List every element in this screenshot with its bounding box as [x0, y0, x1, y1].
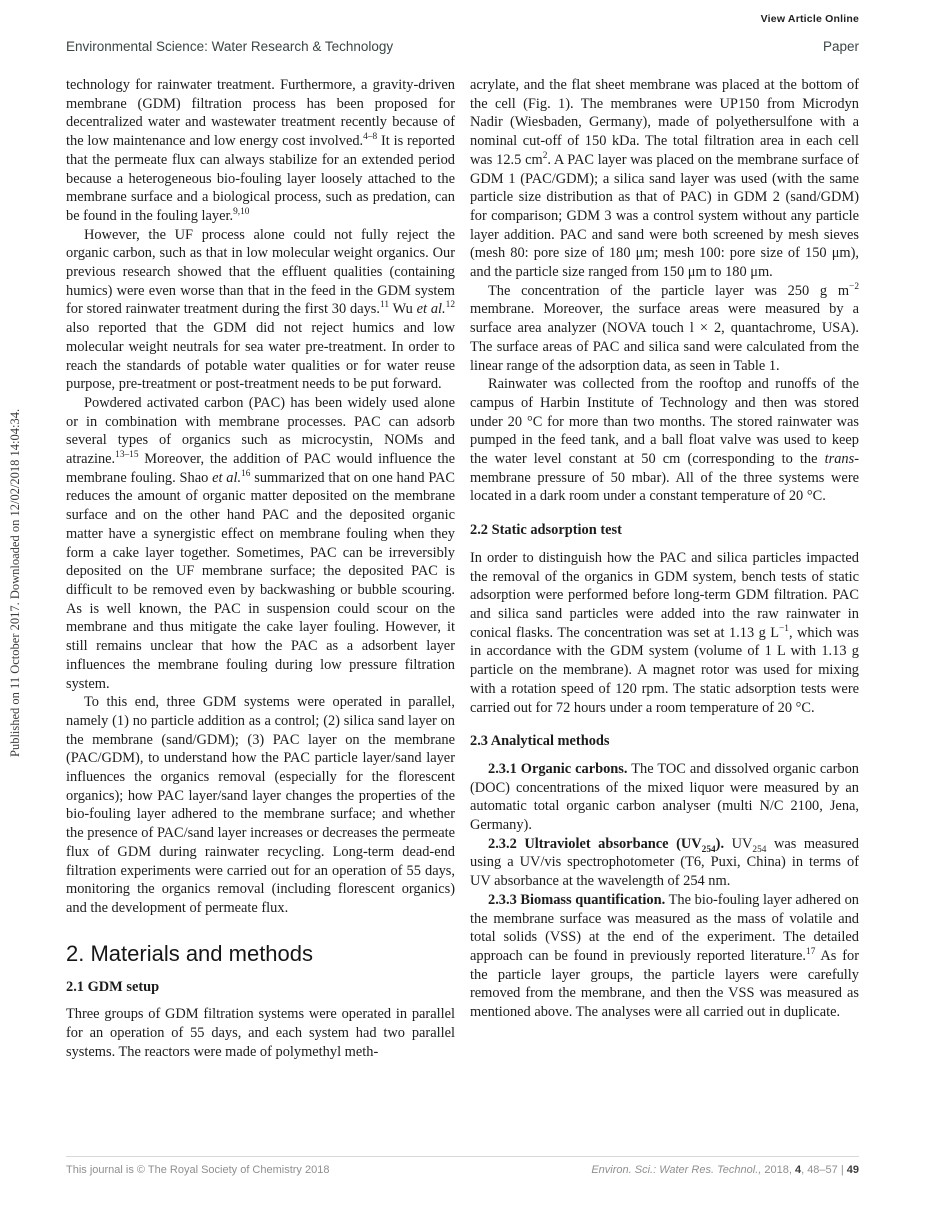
- publication-timestamp-note: Published on 11 October 2017. Downloaded on 12/02/2018 14:04:34.: [8, 408, 22, 757]
- copyright-notice: This journal is © The Royal Society of Chemistry 2018: [66, 1164, 330, 1176]
- body-paragraph: 2.3.2 Ultraviolet absorbance $(UV_{254})$. $UV_{254}$ was measured using a UV/vis spectrophotometer (T6, Puxi, China) in terms of UV absorbance at the wavelength of 254 nm.: [470, 835, 859, 890]
- journal-name: Environmental Science: Water Research & Technology: [66, 39, 394, 54]
- body-paragraph: To this end, three GDM systems were operated in parallel, namely (1) no particle addition as a control; (2) silica sand layer on the membrane (sand/GDM); (3) PAC layer on the membrane (PAC/GDM), to understand how the PAC particle layer/sand layer influences the organics removal (especially for the florescent organics); how PAC layer/sand layer changes the properties of the bio-fouling layer adhered to the membrane surface; and whether the presence of PAC/sand layer increases or decreases the permeate flux of GDM during rainwater recycling. Long-term dead-end filtration experiments were carried out for an operation of 55 days, monitoring the organics removal (including florescent organics) and the development of permeate flux.: [66, 694, 455, 916]
- body-paragraph: acrylate, and the flat sheet membrane was placed at the bottom of the cell (Fig. 1). The membranes were UP150 from Microdyn Nadir (Wiesbaden, Germany), made of polyethersulfone with a nominal cut-off of 150 kDa. The total filtration area in each cell was 12.5 $cm^2$. A PAC layer was placed on the membrane surface of GDM 1 (PAC/GDM); a silica sand layer was used (with the same particle size distribution as that of PAC) in GDM 2 (sand/GDM) for comparison; GDM 3 was a control system without any particle layer addition. PAC and sand were both screened by mesh sieves (mesh 80: pore size of 180 μm; mesh 100: pore size of 150 μm), and the particle size ranged from 150 μm to 180 μm.: [470, 77, 859, 281]
- body-paragraph: However, the UF process alone could not fully reject the organic carbon, such as that in low molecular weight organics. Our previous research showed that the effluent qualities (containing humics) were even worse than that in the feed in the GDM system for stored rainwater treatment during the first 30 days.$^{11}$ Wu et al.$^{12}$ also reported that the GDM did not reject humics and low molecular weight neutrals for sea water pre-treatment. In order to reach the standards of potable water qualities or for water reuse purpose, pre-treatment or post-treatment needs to be put forward.: [66, 226, 455, 393]
- body-paragraph: Rainwater was collected from the rooftop and runoffs of the campus of Harbin Institute of Technology and then was stored under 20 °C for more than two months. The stored rainwater was pumped in the feed tank, and a ball float valve was used to keep the water level constant at 50 cm (corresponding to the trans-membrane pressure of 50 mbar). All of the three systems were located in a dark room under a constant temperature of 20 °C.: [470, 376, 859, 505]
- subsection-heading-gdm-setup: 2.1 GDM setup: [66, 978, 160, 995]
- subsection-heading-static-adsorption: 2.2 Static adsorption test: [470, 522, 622, 539]
- subsection-heading-analytical-methods: 2.3 Analytical methods: [470, 733, 610, 750]
- citation-page-number: Environ. Sci.: Water Res. Technol., 2018, 4, 48–57 | 49: [591, 1164, 859, 1176]
- body-paragraph: Three groups of GDM filtration systems were operated in parallel for an operation of 55 days, and each system had two parallel systems. The reactors were made of polymethyl meth-: [66, 1006, 455, 1060]
- section-heading-materials-methods: 2. Materials and methods: [66, 940, 314, 966]
- footer-divider: [66, 1156, 859, 1157]
- view-article-online-link[interactable]: View Article Online: [760, 13, 859, 25]
- body-paragraph: 2.3.1 Organic carbons. The TOC and dissolved organic carbon (DOC) concentrations of the mixed liquor were measured by an automatic total organic carbon analyser (multi N/C 2100, Jena, Germany).: [470, 760, 859, 834]
- body-paragraph: Powdered activated carbon (PAC) has been widely used alone or in combination with membrane processes. PAC can adsorb several types of organics such as microcystin, NOMs and atrazine.$^{13-15}$ Moreover, the addition of PAC would influence the membrane fouling. Shao et al.$^{16}$ summarized that on one hand PAC reduces the amount of organic matter deposited on the membrane surface and on the other hand PAC and the deposited organic matter have a synergistic effect on membrane fouling when they form a cake layer together. Sometimes, PAC can be irreversibly deposited on the UF membrane surface; the deposited PAC is difficult to be removed even by backwashing or bubble scouring. As is well known, the PAC in suspension could scour on the membrane and thus mitigate the cake layer fouling. However, it still remains unclear that how the PAC as a adsorbent layer influences the membrane fouling during low pressure filtration system.: [66, 394, 455, 692]
- body-paragraph: technology for rainwater treatment. Furthermore, a gravity-driven membrane (GDM) filtration process has been proposed for decentralized water and wastewater treatment recently because of the low maintenance and low energy cost involved.$^{4-8}$ It is reported that the permeate flux can always stabilize for an extended period because a heterogeneous bio-fouling layer loosely attached to the membrane surface and a biological process, such as predation, can be found in the fouling layer.$^{9,10}$: [66, 77, 455, 224]
- article-type-label: Paper: [822, 39, 859, 54]
- body-paragraph: In order to distinguish how the PAC and silica particles impacted the removal of the organics in GDM system, bench tests of static adsorption were performed before long-term GDM filtration. PAC and silica sand particles were added into the raw rainwater in conical flasks. The concentration was set at 1.13 g $L^{-1}$, which was in accordance with the GDM system (volume of 1 L with 1.13 g particle on the membrane). A magnet rotor was used for mixing with a rotation speed of 120 rpm. The static adsorption tests were carried out for 72 hours under a room temperature of 20 °C.: [470, 549, 859, 716]
- body-paragraph: 2.3.3 Biomass quantification. The bio-fouling layer adhered on the membrane surface was measured as the mass of volatile and total solids (VSS) at the end of the experiment. The detailed approach can be found in previously reported literature.$^{17}$ As for the particle layer groups, the particle layers were carefully removed from the membrane, and then the VSS was measured as mentioned above. The analyses were all carried out in duplicate.: [470, 891, 860, 1021]
- left-column: [66, 76, 455, 1061]
- right-column: [470, 76, 859, 1022]
- body-paragraph: The concentration of the particle layer was 250 g $m^{-2}$ membrane. Moreover, the surface areas were measured by a surface area analyzer (NOVA touch l × 2, quantachrome, USA). The surface areas of PAC and silica sand were calculated from the linear range of the adsorption data, as seen in Table 1.: [470, 281, 859, 374]
